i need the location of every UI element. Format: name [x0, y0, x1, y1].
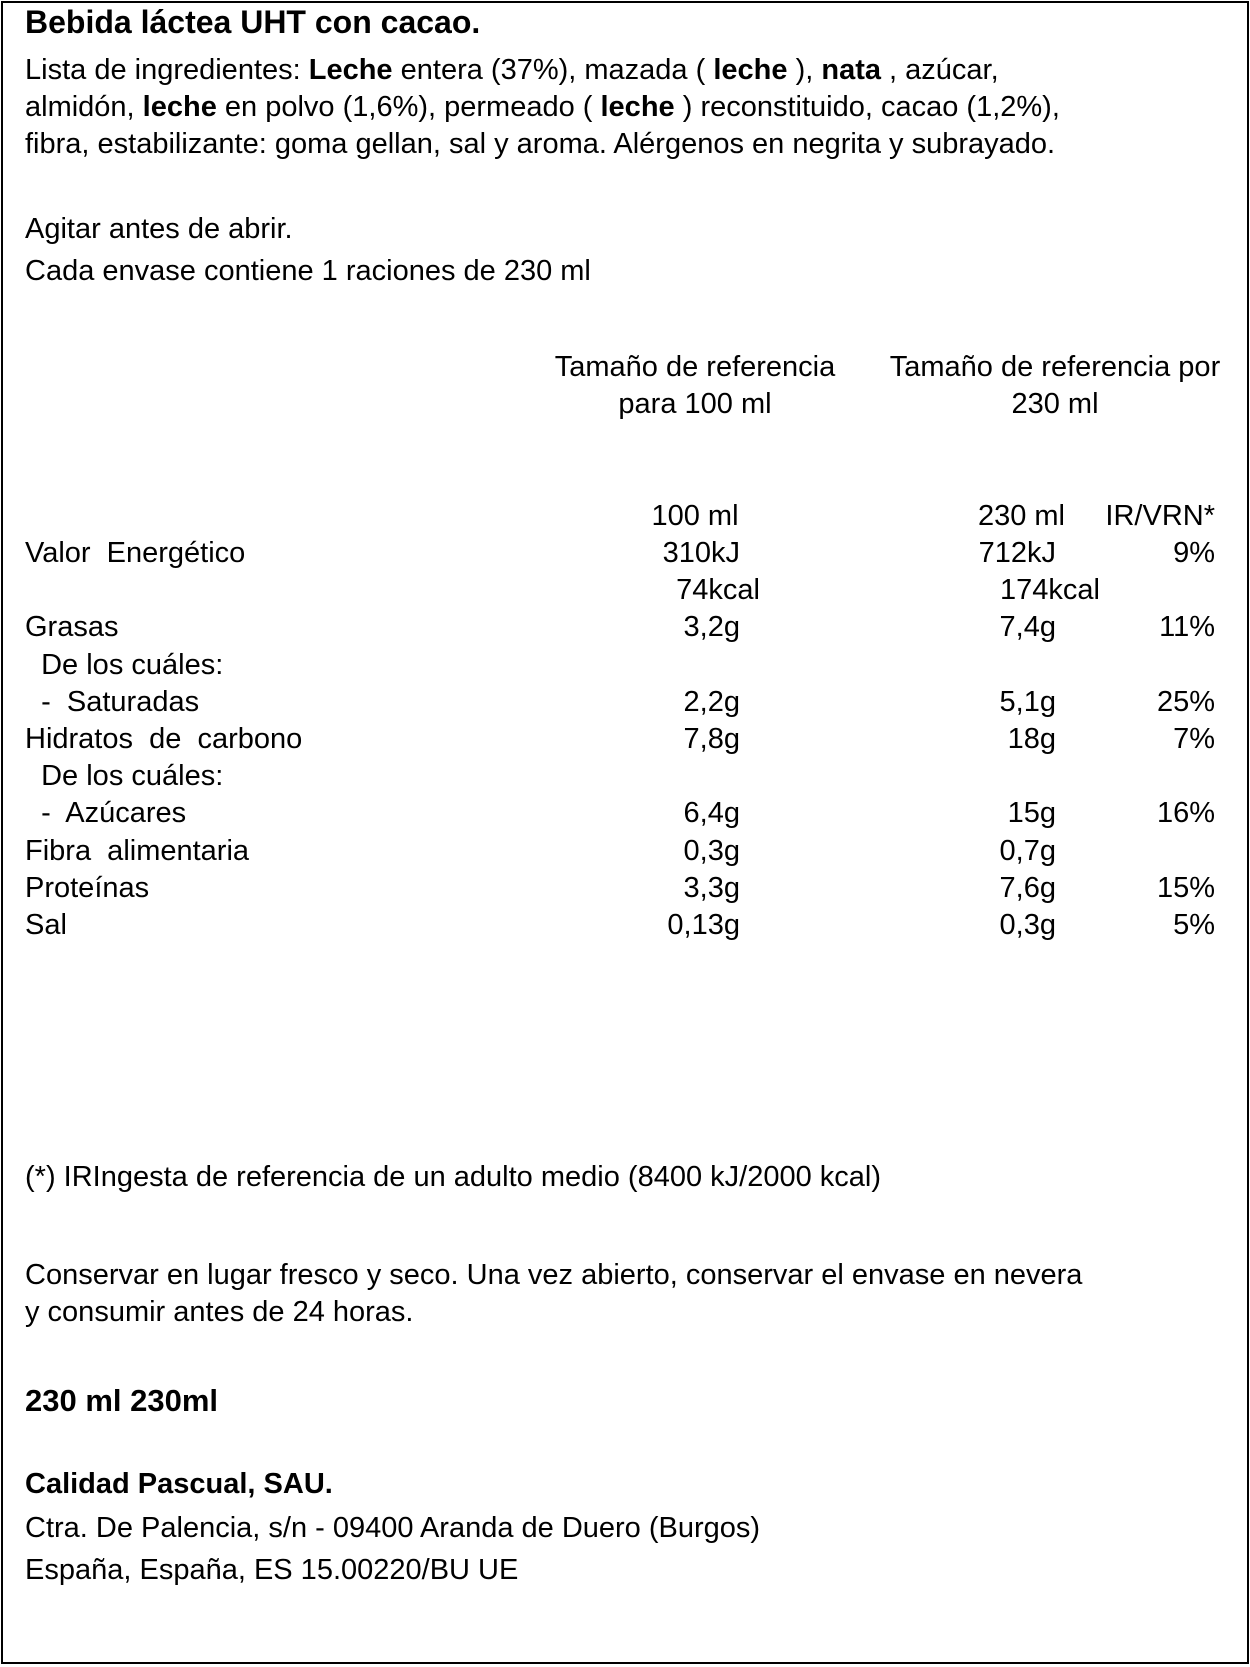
- value-per-230ml: 0,7g: [999, 834, 1056, 867]
- value-per-230ml: 0,3g: [999, 909, 1056, 941]
- nutrient-label: De los cuáles:: [25, 648, 224, 681]
- shake-instruction: Agitar antes de abrir.: [25, 213, 293, 245]
- storage-line-1: Conservar en lugar fresco y seco. Una vez abierto, conservar el envase en nevera: [25, 1259, 1083, 1291]
- nutrient-label: Valor Energético: [25, 537, 246, 569]
- ingredient-text: ),: [787, 54, 822, 86]
- allergen-text: leche: [142, 91, 217, 123]
- ingredients-line-2: [25, 89, 1060, 126]
- ingredient-text: , azúcar,: [881, 54, 999, 86]
- value-per-230ml: 7,4g: [999, 611, 1056, 644]
- value-per-100ml: 0,13g: [667, 909, 740, 941]
- ref-header-230-line-2: 230 ml: [1011, 388, 1099, 420]
- col-header-ir: IR/VRN*: [1105, 500, 1215, 532]
- col-header-100ml: 100 ml: [651, 500, 739, 532]
- ref-header-100-line-2: para 100 ml: [618, 388, 772, 420]
- ingredients-line-1: [25, 52, 999, 89]
- nutrient-label: Fibra alimentaria: [25, 834, 250, 867]
- value-per-230ml: 18g: [1007, 723, 1056, 755]
- company-country: España, España, ES 15.00220/BU UE: [25, 1554, 519, 1586]
- storage-line-2: y consumir antes de 24 horas.: [25, 1296, 414, 1328]
- servings-text: Cada envase contiene 1 raciones de 230 ml: [25, 255, 591, 287]
- value-per-100ml: 310kJ: [662, 537, 740, 569]
- footnote: (*) IRIngesta de referencia de un adulto medio (8400 kJ/2000 kcal): [25, 1161, 881, 1193]
- ingredient-text: en polvo (1,6%), permeado (: [216, 91, 601, 123]
- ir-percent: 16%: [1156, 797, 1215, 830]
- ingredient-text: entera (37%), mazada (: [392, 54, 714, 86]
- ir-percent: 9%: [1173, 537, 1215, 569]
- ref-header-100-line-1: Tamaño de referencia: [554, 351, 836, 383]
- allergen-text: leche: [600, 91, 675, 123]
- value-per-100ml: 3,2g: [683, 611, 740, 644]
- value-per-230ml: 15g: [1007, 797, 1056, 830]
- value-per-230ml: 5,1g: [999, 685, 1056, 718]
- value-per-100ml: 0,3g: [683, 834, 740, 867]
- ingredient-text: Lista de ingredientes:: [25, 54, 309, 86]
- ir-percent: 25%: [1156, 685, 1215, 718]
- ir-percent: 15%: [1156, 871, 1215, 904]
- ir-percent: 11%: [1159, 611, 1215, 644]
- ingredients-line-3: [25, 126, 1055, 163]
- value-per-230ml: 712kJ: [978, 537, 1056, 569]
- ir-percent: 7%: [1173, 723, 1215, 755]
- nutrient-label: Hidratos de carbono: [25, 723, 303, 755]
- nutrient-label: Sal: [25, 909, 67, 941]
- ingredient-text: ) reconstituido, cacao (1,2%),: [674, 91, 1060, 123]
- value-per-230ml: 7,6g: [999, 871, 1056, 904]
- nutrient-label: - Azúcares: [25, 797, 187, 830]
- company-address: Ctra. De Palencia, s/n - 09400 Aranda de Duero (Burgos): [25, 1512, 761, 1544]
- nutrient-label: Proteínas: [25, 871, 150, 904]
- value-per-230ml: 174kcal: [1000, 574, 1100, 607]
- value-per-100ml: 7,8g: [683, 723, 740, 755]
- value-per-100ml: 74kcal: [676, 574, 760, 607]
- product-title: Bebida láctea UHT con cacao.: [25, 4, 481, 40]
- company-name: Calidad Pascual, SAU.: [25, 1468, 333, 1500]
- value-per-100ml: 2,2g: [683, 685, 740, 718]
- net-quantity: 230 ml 230ml: [25, 1383, 219, 1418]
- ingredient-text: almidón,: [25, 91, 143, 123]
- nutrient-label: De los cuáles:: [25, 760, 224, 793]
- ir-percent: 5%: [1173, 909, 1215, 941]
- allergen-text: Leche: [308, 54, 393, 86]
- ref-header-230-line-1: Tamaño de referencia por: [889, 351, 1221, 383]
- col-header-230ml: 230 ml: [977, 500, 1065, 532]
- allergen-text: leche: [713, 54, 788, 86]
- allergen-text: nata: [821, 54, 881, 86]
- value-per-100ml: 3,3g: [683, 871, 740, 904]
- value-per-100ml: 6,4g: [683, 797, 740, 830]
- nutrient-label: Grasas: [25, 611, 119, 644]
- ingredient-text: fibra, estabilizante: goma gellan, sal y aroma. Alérgenos en negrita y subrayado.: [25, 128, 1056, 160]
- nutrient-label: - Saturadas: [25, 685, 200, 718]
